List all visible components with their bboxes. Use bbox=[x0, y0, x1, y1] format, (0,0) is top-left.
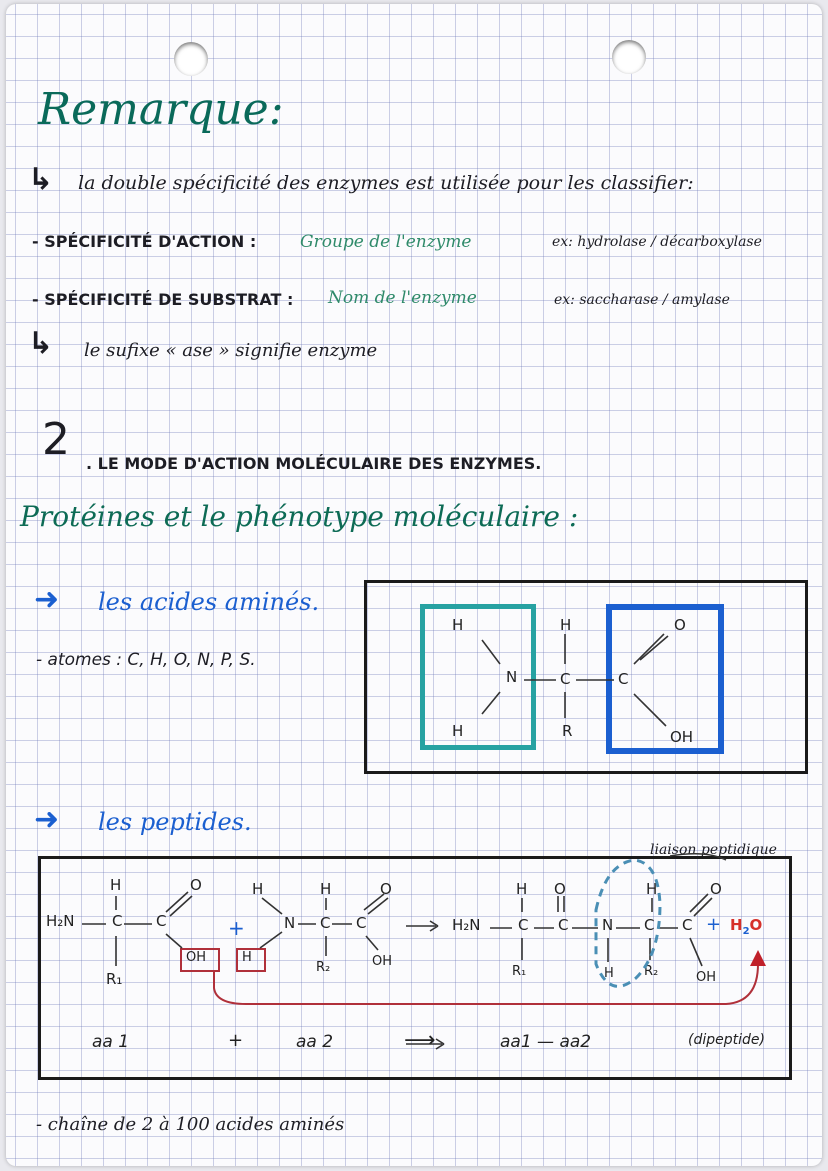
aa2-h-bottom: H bbox=[242, 950, 252, 965]
action-desc: Groupe de l'enzyme bbox=[300, 232, 472, 252]
water-plus: + bbox=[706, 914, 722, 935]
liaison-label: liaison peptidique bbox=[650, 842, 777, 858]
substrat-label: - SPÉCIFICITÉ DE SUBSTRAT : bbox=[32, 290, 294, 309]
alpha-c: C bbox=[560, 670, 571, 688]
aa1-o: O bbox=[190, 876, 202, 894]
dipeptide-c3: C bbox=[644, 916, 655, 934]
aa2-r2: R₂ bbox=[316, 960, 331, 975]
label-product: aa1 — aa2 bbox=[500, 1032, 592, 1052]
aa2-oh: OH bbox=[372, 954, 393, 969]
label-plus: + bbox=[228, 1030, 244, 1051]
bond-lines bbox=[6, 4, 822, 1166]
aa1-h: H bbox=[110, 876, 122, 894]
dipeptide-r1: R₁ bbox=[512, 964, 527, 979]
aa1-acid-c: C bbox=[156, 912, 167, 930]
arrow-right-icon: ➜ bbox=[34, 802, 60, 837]
label-aa2: aa 2 bbox=[296, 1032, 334, 1052]
arrow-right-icon: ➜ bbox=[34, 582, 60, 617]
page-title: Remarque: bbox=[38, 84, 284, 135]
dipeptide-h: H bbox=[516, 880, 528, 898]
amino-heading: les acides aminés. bbox=[98, 588, 320, 616]
dipeptide-o1: O bbox=[554, 880, 566, 898]
dipeptide-h2: H bbox=[646, 880, 658, 898]
section-subheading: Protéines et le phénotype moléculaire : bbox=[20, 500, 579, 533]
substrat-example: ex: saccharase / amylase bbox=[554, 292, 730, 308]
label-aa1: aa 1 bbox=[92, 1032, 130, 1052]
section-number: 2 bbox=[42, 414, 70, 465]
aa2-acid-c: C bbox=[356, 914, 367, 932]
dipeptide-c2: C bbox=[558, 916, 569, 934]
dipeptide-oh: OH bbox=[696, 970, 717, 985]
section-heading: . LE MODE D'ACTION MOLÉCULAIRE DES ENZYMES. bbox=[86, 454, 542, 473]
dipeptide-r2: R₂ bbox=[644, 964, 659, 979]
peptides-heading: les peptides. bbox=[98, 808, 252, 836]
aa1-c: C bbox=[112, 912, 123, 930]
acid-oh: OH bbox=[670, 728, 694, 746]
aa2-o: O bbox=[380, 880, 392, 898]
aa2-h: H bbox=[320, 880, 332, 898]
amine-h-top: H bbox=[452, 616, 464, 634]
intro-line: la double spécificité des enzymes est utilisée pour les classifier: bbox=[78, 172, 694, 194]
reaction-plus: + bbox=[228, 916, 245, 940]
dipeptide-c1: C bbox=[518, 916, 529, 934]
hook-arrow-icon: ↳ bbox=[28, 162, 54, 197]
alpha-h: H bbox=[560, 616, 572, 634]
action-label: - SPÉCIFICITÉ D'ACTION : bbox=[32, 232, 257, 251]
dipeptide-n: N bbox=[602, 916, 614, 934]
aa2-h-top: H bbox=[252, 880, 264, 898]
aa1-h2n: H₂N bbox=[46, 912, 75, 930]
amine-h-bottom: H bbox=[452, 722, 464, 740]
acid-c: C bbox=[618, 670, 629, 688]
dipeptide-o2: O bbox=[710, 880, 722, 898]
dipeptide-nh: H bbox=[604, 966, 614, 981]
substrat-desc: Nom de l'enzyme bbox=[328, 288, 477, 308]
dipeptide-c4: C bbox=[682, 916, 693, 934]
aa2-c: C bbox=[320, 914, 331, 932]
aa1-r1: R₁ bbox=[106, 970, 123, 988]
hook-arrow-icon: ↳ bbox=[28, 326, 54, 361]
notebook-page bbox=[6, 4, 822, 1166]
aa1-oh: OH bbox=[186, 950, 207, 965]
chain-line: - chaîne de 2 à 100 acides aminés bbox=[36, 1114, 345, 1135]
action-example: ex: hydrolase / décarboxylase bbox=[552, 234, 762, 250]
atoms-line: - atomes : C, H, O, N, P, S. bbox=[36, 650, 256, 670]
aa2-n: N bbox=[284, 914, 296, 932]
amine-n: N bbox=[506, 668, 518, 686]
acid-o: O bbox=[674, 616, 686, 634]
water-formula: $H_2O$ bbox=[730, 916, 763, 937]
label-dipeptide: (dipeptide) bbox=[688, 1032, 765, 1048]
label-arrow: ⟶ bbox=[404, 1028, 436, 1053]
radical-r: R bbox=[562, 722, 573, 740]
dipeptide-h2n: H₂N bbox=[452, 916, 481, 934]
suffix-line: le sufixe « ase » signifie enzyme bbox=[84, 340, 378, 361]
